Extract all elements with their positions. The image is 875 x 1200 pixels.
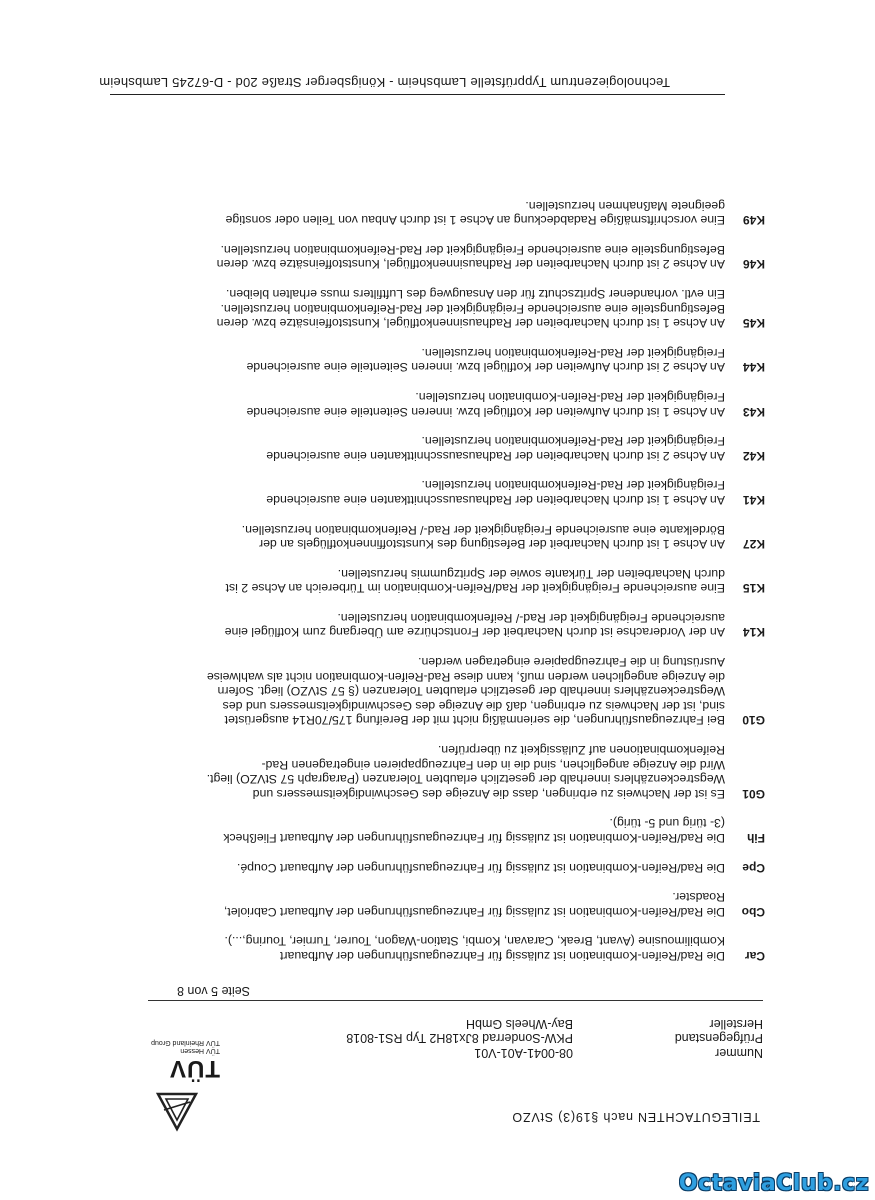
condition-item: [205, 286, 765, 330]
condition-text: An Achse 2 ist durch Aufweiten der Kotflügel bzw. inneren Seitenteile eine ausreichende Freigängigkeit der Rad-Reifenkombination herzustellen.: [246, 345, 725, 375]
condition-item: [205, 655, 765, 728]
condition-item: [205, 566, 765, 595]
condition-item: [205, 610, 765, 639]
condition-code: Fih: [747, 831, 765, 846]
meta-value: PKW-Sonderrad 8Jx18H2 Typ RS1-8018: [346, 1031, 573, 1046]
condition-item: [205, 242, 765, 271]
meta-label: Nummer: [715, 1046, 763, 1060]
condition-code: K44: [742, 360, 765, 375]
condition-code: K15: [742, 581, 765, 596]
condition-item: [205, 345, 765, 374]
meta-row-manufacturer: [273, 1017, 763, 1032]
meta-label: Prüfgegenstand: [674, 1031, 763, 1046]
report-title: TEILEGUTACHTEN nach §19(3) StVZO: [511, 1110, 760, 1124]
logo-line-1: TÜV Hessen: [180, 1047, 220, 1054]
condition-code: K46: [742, 257, 765, 272]
condition-item: [205, 860, 765, 875]
condition-text: An Achse 2 ist durch Nacharbeiten der Radhausausschnittkanten eine ausreichende Freigängigkeit der Rad-Reifenkombination herzustellen.: [266, 434, 725, 463]
condition-text: Es ist der Nachweis zu erbringen, dass die Anzeige des Geschwindigkeitsmessers und Wegstreckenzählers innerhalb der gesetzlich erlaubten Toleranzen (Paragraph 57 StVZO) liegt. Wird die Anzeige angeglichen, sind die in den Fahrzeugpapieren eingetragenen Rad-Reifenkombinationen auf Zulässigkeit zu überprüfen.: [206, 743, 725, 801]
meta-row-subject: [273, 1031, 763, 1046]
meta-value: 08-0041-A01-V01: [474, 1046, 573, 1060]
condition-text: An der Vorderachse ist durch Nacharbeit der Frontschürze am Übergang zum Kotflügel eine ausreichende Freigängigkeit der Rad-/ Reifenkombination herzustellen.: [224, 610, 725, 640]
condition-text: Die Rad/Reifen-Kombination ist zulässig für Fahrzeugausführungen der Aufbauart Cabriolet, Roadster.: [223, 890, 725, 919]
condition-text: Eine ausreichende Freigängigkeit der Rad/Reifen-Kombination im Türbereich an Achse 2 ist durch Nacharbeiten der Türkante sowie der Spritzgummis herzustellen.: [225, 566, 725, 596]
condition-text: Eine vorschriftsmäßige Radabdeckung an Achse 1 ist durch Anbau von Teilen oder sonstige geeignete Maßnahmen herzustellen.: [225, 198, 725, 228]
header-divider: [148, 1000, 763, 1001]
meta-block: [273, 1017, 763, 1061]
condition-item: [205, 389, 765, 418]
condition-code: G10: [742, 713, 765, 728]
condition-code: G01: [742, 786, 765, 801]
page-number: Seite 5 von 8: [177, 984, 250, 998]
condition-code: K14: [742, 625, 765, 640]
condition-item: [205, 198, 765, 227]
condition-item: [205, 522, 765, 551]
condition-item: [205, 934, 765, 963]
condition-list: [205, 183, 765, 963]
site-watermark: OctaviaClub.cz: [678, 1171, 869, 1196]
condition-item: [205, 478, 765, 507]
condition-text: An Achse 2 ist durch Nacharbeiten der Radhausinnenkotflügel, Kunststoffeinsätze bzw. deren Befestigungsteile eine ausreichende Freigängigkeit der Rad-Reifenkombination herzustellen.: [216, 242, 725, 272]
tuv-logo: [135, 1038, 220, 1132]
condition-code: Car: [744, 949, 765, 963]
condition-code: K49: [742, 213, 765, 228]
condition-code: K27: [742, 537, 765, 552]
condition-item: [205, 816, 765, 845]
meta-value: Bay-Wheels GmbH: [466, 1017, 573, 1031]
footer-address: Technologiezentrum Typprüfstelle Lambsheim - Königsberger Straße 20d - D-67245 Lambsheim: [99, 75, 670, 90]
condition-code: Cpe: [742, 860, 765, 875]
condition-text: Die Rad/Reifen-Kombination ist zulässig für Fahrzeugausführungen der Aufbauart Fließheck (3- türig und 5- türig).: [223, 816, 725, 846]
condition-text: An Achse 1 ist durch Nacharbeit der Befestigung des Kunststoffinnenkotflügels an der Bördelkante eine ausreichende Freigängigkeit der Rad-/ Reifenkombination herzustellen.: [241, 522, 725, 552]
condition-text: An Achse 1 ist durch Nacharbeiten der Radhausausschnittkanten eine ausreichende Freigängigkeit der Rad-Reifenkombination herzustellen.: [266, 478, 725, 507]
condition-code: K45: [742, 316, 765, 331]
condition-code: K43: [742, 404, 765, 419]
condition-text: An Achse 1 ist durch Aufweiten der Kotflügel bzw. inneren Seitenteile eine ausreichende Freigängigkeit der Rad-Reifen-Kombination herzustellen.: [246, 389, 725, 419]
condition-text: Die Rad/Reifen-Kombination ist zulässig für Fahrzeugausführungen der Aufbauart Coupé.: [236, 860, 725, 875]
condition-item: [205, 890, 765, 919]
condition-text: Bei Fahrzeugausführungen, die serienmäßig nicht mit der Bereifung 175/70R14 ausgerüstet sind, ist der Nachweis zu erbringen, daß die Anzeige des Geschwindigkeitsmessers und des Wegstreckenzählers innerhalb der gesetzlich erlaubten Toleranzen (§ 57 StVZO) liegt. Sofern die Anzeige angeglichen werden muß, kann diese Rad-Reifen-Kombination nicht als wahlweise Ausrüstung in die Fahrzeugpapiere eingetragen werden.: [206, 655, 725, 728]
condition-code: K42: [742, 448, 765, 463]
condition-text: Die Rad/Reifen-Kombination ist zulässig für Fahrzeugausführungen der Aufbauart Kombilimousine (Avant, Break, Caravan, Kombi, Station-Wagon, Tourer, Turnier, Touring,...).: [224, 934, 725, 963]
condition-item: [205, 742, 765, 800]
logo-brand: TÜV: [169, 1055, 220, 1082]
tuv-triangle-icon: [155, 1088, 199, 1132]
condition-code: K41: [742, 492, 765, 507]
condition-item: [205, 434, 765, 463]
meta-label: Hersteller: [709, 1017, 763, 1031]
condition-text: An Achse 1 ist durch Nacharbeiten der Radhausinnenkotflügel, Kunststoffeinsätze bzw. deren Befestigungsteile eine ausreichende Freigängigkeit der Rad-Reifenkombination herzustellen. Ein evtl. vorhandener Spritzschutz für den Ansaugweg des Luftfilters muss erhalten bleiben.: [216, 287, 725, 331]
logo-line-2: TÜV Rheinland Group: [151, 1039, 220, 1046]
condition-code: Cbo: [741, 904, 765, 919]
footer-divider: [110, 94, 725, 95]
meta-row-number: [273, 1046, 763, 1061]
